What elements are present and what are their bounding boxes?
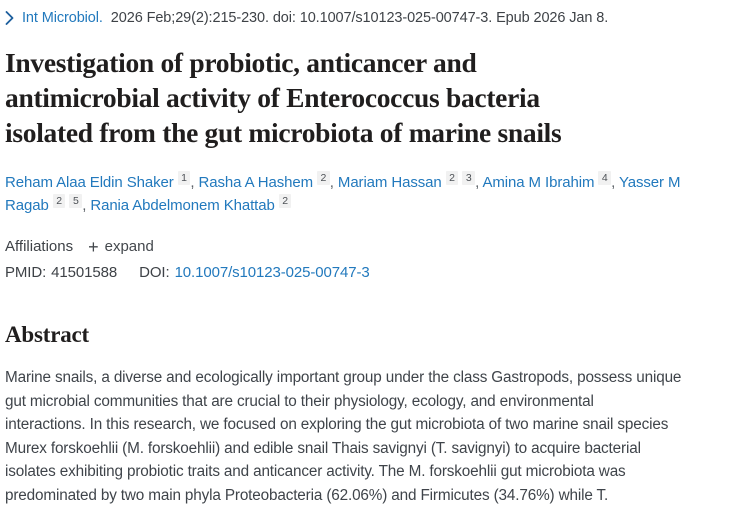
author-affiliation-sup[interactable]: 1 bbox=[178, 171, 191, 185]
author-separator: , bbox=[190, 174, 199, 191]
author-link[interactable]: Rasha A Hashem bbox=[198, 174, 314, 191]
chevron-right-icon[interactable] bbox=[5, 11, 14, 25]
citation-text: 2026 Feb;29(2):215-230. doi: 10.1007/s10123-025-00747-3. Epub 2026 Jan 8. bbox=[110, 10, 609, 26]
abstract-text bbox=[5, 366, 750, 508]
abstract-line: gut microbial communities that are crucial to their physiology, ecology, and environmental bbox=[5, 392, 594, 410]
doi-label: DOI: bbox=[139, 264, 170, 281]
author-affiliation-sup[interactable]: 2 bbox=[53, 194, 66, 208]
author-separator: , bbox=[611, 174, 619, 191]
plus-icon: + bbox=[88, 236, 99, 257]
affiliations-row bbox=[5, 238, 750, 255]
author-link[interactable]: Rania Abdelmonem Khattab bbox=[90, 197, 275, 214]
journal-link[interactable]: Int Microbiol. bbox=[22, 10, 103, 26]
abstract-line: predominated by two main phyla Proteobacteria (62.06%) and Firmicutes (34.76%) while T. bbox=[5, 486, 609, 504]
author-affiliation-sup[interactable]: 5 bbox=[69, 194, 82, 208]
author-affiliation-sup[interactable]: 4 bbox=[598, 171, 611, 185]
title-line: Investigation of probiotic, anticancer and bbox=[5, 47, 477, 78]
pmid-label: PMID: bbox=[5, 264, 47, 281]
abstract-line: interactions. In this research, we focused on exploring the gut microbiota of two marine snail species bbox=[5, 416, 669, 434]
author-link[interactable]: Amina M Ibrahim bbox=[482, 174, 595, 191]
author-affiliation-sup[interactable]: 2 bbox=[317, 171, 330, 185]
author-affiliation-sup[interactable]: 2 bbox=[446, 171, 459, 185]
abstract-line: Murex forskoehlii (M. forskoehlii) and edible snail Thais savignyi (T. savignyi) to acquire bacterial bbox=[5, 439, 641, 457]
title-line: antimicrobial activity of Enterococcus bacteria bbox=[5, 82, 540, 113]
authors-list bbox=[5, 171, 705, 217]
author-separator: , bbox=[82, 197, 91, 214]
title-line: isolated from the gut microbiota of marine snails bbox=[5, 117, 562, 148]
author-link[interactable]: Reham Alaa Eldin Shaker bbox=[5, 174, 174, 191]
pmid-value: 41501588 bbox=[51, 264, 118, 281]
author-separator: , bbox=[329, 174, 338, 191]
expand-label: expand bbox=[104, 238, 154, 255]
author-separator: , bbox=[475, 174, 483, 191]
expand-button[interactable] bbox=[88, 238, 154, 255]
author-link[interactable]: Mariam Hassan bbox=[337, 174, 442, 191]
abstract-line: isolates exhibiting probiotic traits and anticancer activity. The M. forskoehlii gut microbiota was bbox=[5, 463, 626, 481]
author-link[interactable]: Yasser M Ragab bbox=[5, 174, 681, 214]
abstract-line: Marine snails, a diverse and ecologically important group under the class Gastropods, possess unique bbox=[5, 369, 682, 386]
ids-row bbox=[5, 264, 750, 281]
author-affiliation-sup[interactable]: 3 bbox=[462, 171, 475, 185]
article-title bbox=[5, 45, 750, 150]
citation-bar bbox=[5, 8, 750, 28]
author-affiliation-sup[interactable]: 2 bbox=[279, 194, 292, 208]
affiliations-label: Affiliations bbox=[5, 238, 74, 255]
doi-link[interactable]: 10.1007/s10123-025-00747-3 bbox=[174, 264, 370, 281]
abstract-heading: Abstract bbox=[5, 322, 89, 347]
